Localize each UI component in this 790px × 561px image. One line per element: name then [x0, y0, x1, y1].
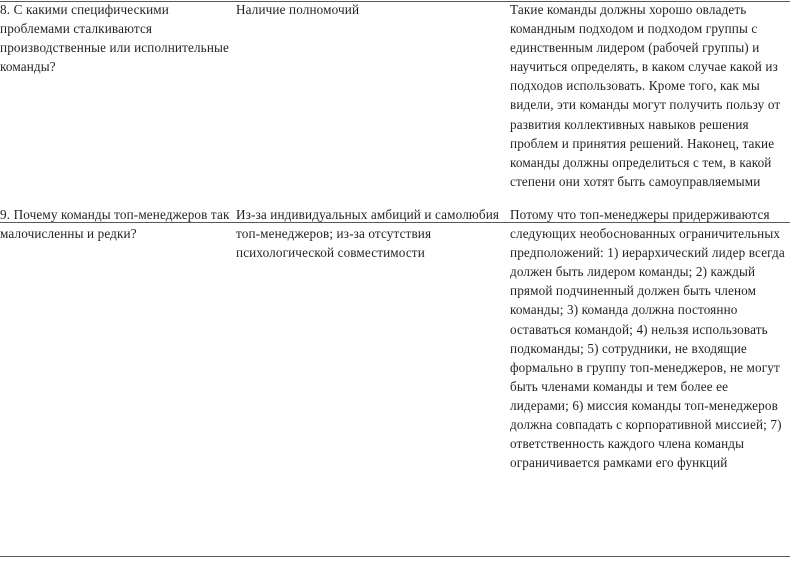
table-row [0, 0, 790, 205]
table-row-divider-rule [0, 222, 790, 223]
short-answer-cell: Из-за индивидуальных амбиций и самолюбия топ-менеджеров; из-за отсутствия психологической совместимости [236, 207, 500, 261]
short-answer-cell: Наличие полномочий [236, 2, 360, 17]
explanation-cell: Потому что топ-менеджеры придерживаются следующих необоснованных ограничительных предположений: 1) иерархический лидер всегда должен быть лидером команды; 2) каждый прямой подчиненный должен быть членом команды; 3) команда должна постоянно оставаться командой; 4) нельзя использовать подкоманды; 5) сотрудники, не входящие формально в группу топ-менеджеров, не могут быть членами команды и тем более ее лидерами; 6) миссия команды топ-менеджеров должна совпадать с корпоративной миссией; 7) ответственность каждого члена команды ограничивается рамками его функций [510, 207, 785, 471]
explanation-cell: Такие команды должны хорошо овладеть командным подходом и подходом группы с единственным лидером (рабочей группы) и научиться определять, в каком случае какой из подходов использовать. Кроме того, как мы видели, эти команды могут получить пользу от развития коллективных навыков решения проблем и принятия решений. Наконец, такие команды должны определиться с тем, в какой степени они хотят быть самоуправляемыми [510, 2, 781, 189]
table-top-rule [0, 1, 790, 2]
table-bottom-rule [0, 556, 790, 557]
question-cell: 9. Почему команды топ-менеджеров так малочисленны и редки? [0, 207, 230, 242]
question-cell: 8. С какими специфическими проблемами сталкиваются производственные или исполнительные команды? [0, 2, 229, 75]
table-row [0, 205, 790, 525]
